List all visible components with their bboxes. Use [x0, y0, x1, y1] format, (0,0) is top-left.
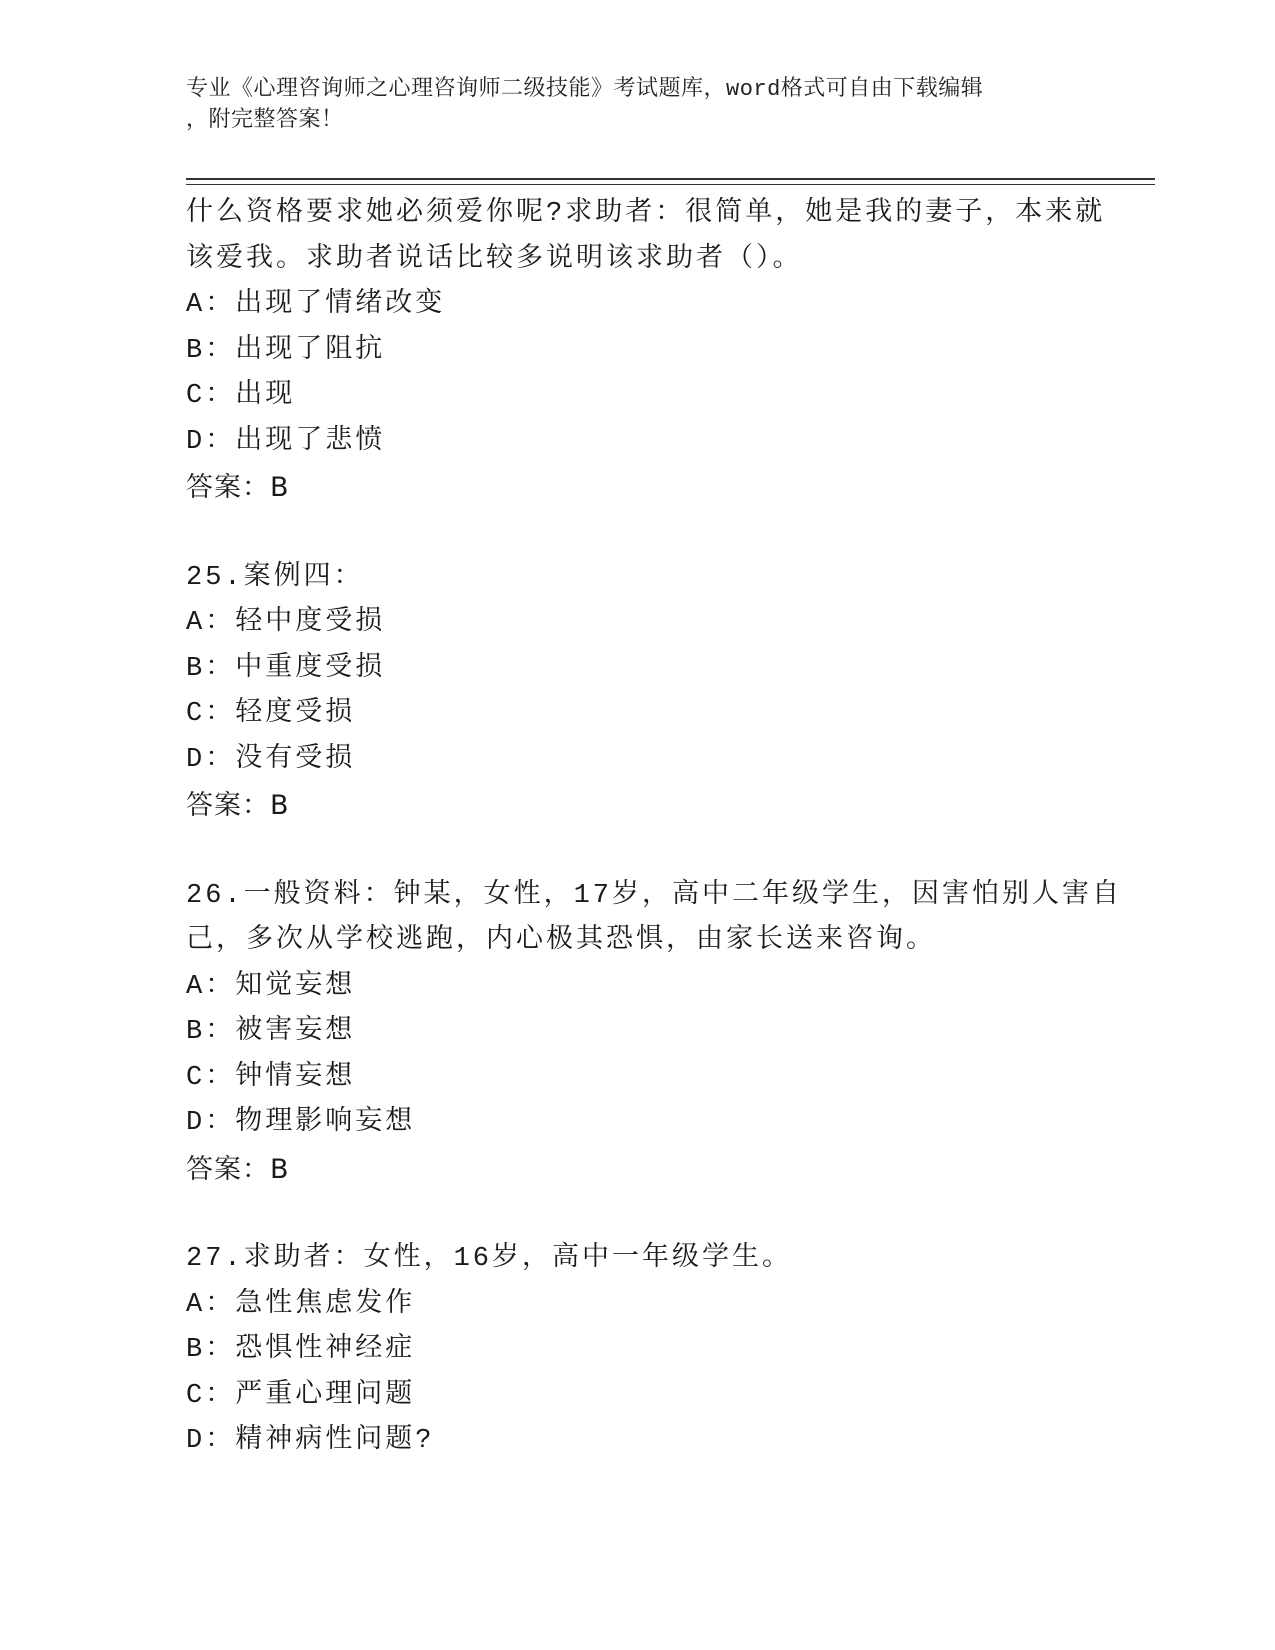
- option-a: A：知觉妄想: [186, 971, 356, 1002]
- answer: 答案：B: [186, 472, 290, 503]
- question-list: [186, 192, 1123, 1465]
- answer: 答案：B: [186, 1153, 290, 1185]
- option-c: C：出现: [186, 381, 296, 411]
- option-b: B：恐惧性神经症: [186, 1335, 416, 1365]
- spacer: [186, 511, 1086, 556]
- question-text: 己，多次从学校逃跑，内心极其恐惧，由家长送来咨询。: [186, 926, 936, 956]
- option-c: C：轻度受损: [186, 699, 356, 729]
- question-25: [186, 556, 1086, 829]
- answer: 答案：B: [186, 790, 290, 821]
- question-title: 25.案例四：: [186, 562, 364, 593]
- option-d: D：没有受损: [186, 744, 356, 775]
- option-a: A：出现了情绪改变: [186, 290, 446, 320]
- question-24-continued: [186, 192, 1106, 511]
- question-26: [186, 874, 1123, 1193]
- spacer: [186, 829, 1086, 874]
- option-c: C：钟情妄想: [186, 1062, 356, 1093]
- option-d: D：精神病性问题?: [186, 1426, 435, 1456]
- question-text: 该爱我。求助者说话比较多说明该求助者（）。: [186, 244, 803, 275]
- option-d: D：出现了悲愤: [186, 426, 386, 457]
- option-d: D：物理影响妄想: [186, 1108, 416, 1138]
- option-a: A：急性焦虑发作: [186, 1289, 416, 1320]
- header-line-1: 专业《心理咨询师之心理咨询师二级技能》考试题库，word格式可自由下载编辑: [186, 77, 984, 102]
- option-c: C：严重心理问题: [186, 1380, 416, 1411]
- spacer: [186, 1192, 1086, 1237]
- document-header: [186, 74, 1086, 136]
- option-a: A：轻中度受损: [186, 608, 386, 638]
- question-text: 26.一般资料：钟某，女性，17岁，高中二年级学生，因害怕别人害自: [186, 880, 1123, 911]
- header-line-2: ，附完整答案！: [186, 108, 344, 133]
- question-title: 27.求助者：女性，16岁，高中一年级学生。: [186, 1244, 793, 1274]
- option-b: B：被害妄想: [186, 1017, 356, 1047]
- option-b: B：出现了阻抗: [186, 335, 386, 366]
- header-divider-thick: [186, 178, 1155, 180]
- header-divider-thin: [186, 184, 1155, 185]
- question-text: 什么资格要求她必须爱你呢?求助者：很简单，她是我的妻子，本来就: [186, 199, 1106, 229]
- option-b: B：中重度受损: [186, 653, 386, 684]
- question-27: [186, 1237, 1086, 1465]
